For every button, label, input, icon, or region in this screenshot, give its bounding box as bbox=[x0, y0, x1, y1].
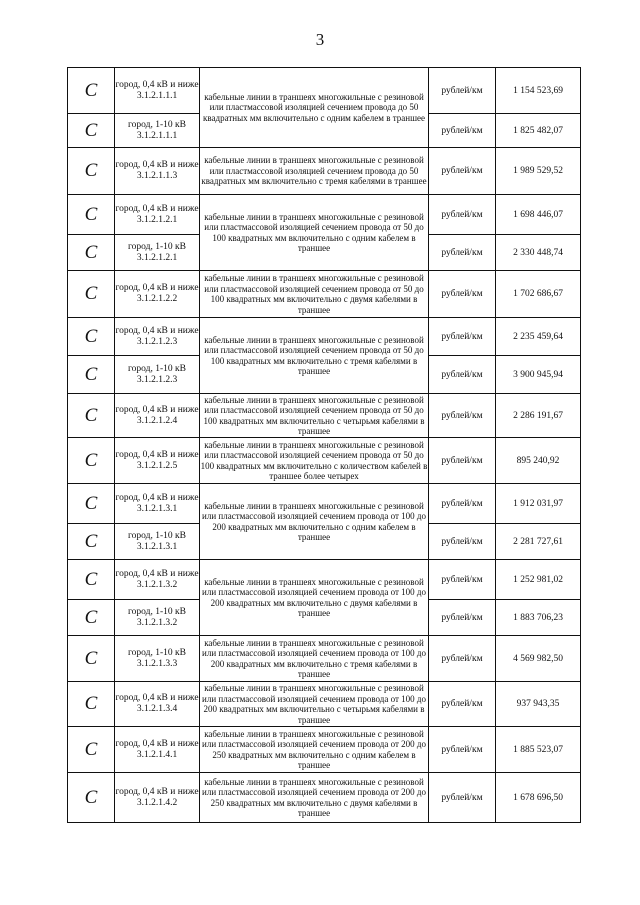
area-label: город, 0,4 кВ и ниже bbox=[115, 568, 199, 579]
value-cell: 1 154 523,69 bbox=[496, 68, 581, 114]
area-label: город, 0,4 кВ и ниже bbox=[115, 203, 199, 214]
unit-cell: рублей/км bbox=[429, 438, 496, 484]
area-cell bbox=[115, 356, 200, 394]
area-cell bbox=[115, 524, 200, 560]
area-label: город, 1-10 кВ bbox=[128, 530, 186, 541]
unit-cell: рублей/км bbox=[429, 148, 496, 195]
letter-cell: С bbox=[68, 773, 115, 823]
table-row bbox=[68, 195, 581, 235]
tariff-table bbox=[67, 67, 581, 823]
code-label: 3.1.2.1.1.1 bbox=[136, 130, 178, 141]
letter-cell: С bbox=[68, 560, 115, 600]
page-number: 3 bbox=[315, 30, 325, 49]
description-cell: кабельные линии в траншеях многожильные с резиновой или пластмассовой изоляцией сечением провода от 100 до 200 квадратных мм включительно с четырьмя кабелями в траншее bbox=[200, 682, 429, 727]
value-cell: 2 235 459,64 bbox=[496, 318, 581, 356]
value-cell: 1 989 529,52 bbox=[496, 148, 581, 195]
table-row bbox=[68, 636, 581, 682]
area-cell bbox=[115, 68, 200, 114]
table-row bbox=[68, 394, 581, 438]
area-label: город, 1-10 кВ bbox=[128, 647, 186, 658]
description-cell: кабельные линии в траншеях многожильные с резиновой или пластмассовой изоляцией сечением провода от 200 до 250 квадратных мм включительно с двумя кабелями в траншее bbox=[200, 773, 429, 823]
letter-cell: С bbox=[68, 484, 115, 524]
letter-cell: С bbox=[68, 524, 115, 560]
description-cell: кабельные линии в траншеях многожильные с резиновой или пластмассовой изоляцией сечением провода от 200 до 250 квадратных мм включительно с одним кабелем в траншее bbox=[200, 727, 429, 773]
unit-cell: рублей/км bbox=[429, 484, 496, 524]
value-cell: 1 252 981,02 bbox=[496, 560, 581, 600]
unit-cell: рублей/км bbox=[429, 600, 496, 636]
description-cell: кабельные линии в траншеях многожильные с резиновой или пластмассовой изоляцией сечением провода от 50 до 100 квадратных мм включительно с двумя кабелями в траншее bbox=[200, 271, 429, 318]
code-label: 3.1.2.1.3.1 bbox=[136, 503, 178, 514]
area-label: город, 0,4 кВ и ниже bbox=[115, 160, 199, 170]
unit-cell: рублей/км bbox=[429, 114, 496, 148]
unit-cell: рублей/км bbox=[429, 271, 496, 318]
area-label: город, 1-10 кВ bbox=[128, 119, 186, 130]
unit-cell: рублей/км bbox=[429, 356, 496, 394]
area-cell bbox=[115, 682, 200, 727]
area-label: город, 0,4 кВ и ниже bbox=[115, 283, 199, 293]
area-label: город, 0,4 кВ и ниже bbox=[115, 404, 199, 415]
area-label: город, 0,4 кВ и ниже bbox=[115, 492, 199, 503]
description-cell: кабельные линии в траншеях многожильные с резиновой или пластмассовой изоляцией сечением провода от 100 до 200 квадратных мм включительно с тремя кабелями в траншее bbox=[200, 636, 429, 682]
area-cell bbox=[115, 148, 200, 195]
area-label: город, 1-10 кВ bbox=[128, 241, 186, 252]
code-label: 3.1.2.1.3.1 bbox=[136, 541, 178, 552]
description-cell: кабельные линии в траншеях многожильные с резиновой или пластмассовой изоляцией сечением провода от 50 до 100 квадратных мм включительно с количеством кабелей в траншее более четырех bbox=[200, 438, 429, 484]
description-cell: кабельные линии в траншеях многожильные с резиновой или пластмассовой изоляцией сечением провода от 100 до 200 квадратных мм включительно с одним кабелем в траншее bbox=[200, 484, 429, 560]
description-cell: кабельные линии в траншеях многожильные с резиновой или пластмассовой изоляцией сечением провода от 50 до 100 квадратных мм включительно с одним кабелем в траншее bbox=[200, 195, 429, 271]
letter-cell: С bbox=[68, 195, 115, 235]
letter-cell: С bbox=[68, 727, 115, 773]
value-cell: 895 240,92 bbox=[496, 438, 581, 484]
code-label: 3.1.2.1.3.4 bbox=[136, 704, 178, 714]
letter-cell: С bbox=[68, 682, 115, 727]
area-label: город, 1-10 кВ bbox=[128, 363, 186, 374]
area-cell bbox=[115, 318, 200, 356]
code-label: 3.1.2.1.3.2 bbox=[136, 617, 178, 628]
table-row bbox=[68, 560, 581, 600]
value-cell: 2 330 448,74 bbox=[496, 235, 581, 271]
area-cell bbox=[115, 438, 200, 484]
unit-cell: рублей/км bbox=[429, 682, 496, 727]
unit-cell: рублей/км bbox=[429, 773, 496, 823]
area-label: город, 1-10 кВ bbox=[128, 606, 186, 617]
area-label: город, 0,4 кВ и ниже bbox=[115, 325, 199, 336]
area-cell bbox=[115, 600, 200, 636]
unit-cell: рублей/км bbox=[429, 195, 496, 235]
area-label: город, 0,4 кВ и ниже bbox=[115, 786, 199, 797]
letter-cell: С bbox=[68, 318, 115, 356]
area-label: город, 0,4 кВ и ниже bbox=[115, 79, 199, 90]
area-cell bbox=[115, 195, 200, 235]
unit-cell: рублей/км bbox=[429, 394, 496, 438]
area-label: город, 0,4 кВ и ниже bbox=[115, 449, 199, 460]
area-label: город, 0,4 кВ и ниже bbox=[115, 738, 199, 749]
area-cell bbox=[115, 114, 200, 148]
value-cell: 1 912 031,97 bbox=[496, 484, 581, 524]
code-label: 3.1.2.1.2.4 bbox=[136, 415, 178, 426]
description-cell: кабельные линии в траншеях многожильные с резиновой или пластмассовой изоляцией сечением провода от 100 до 200 квадратных мм включительно с двумя кабелями в траншее bbox=[200, 560, 429, 636]
letter-cell: С bbox=[68, 68, 115, 114]
table-row bbox=[68, 773, 581, 823]
unit-cell: рублей/км bbox=[429, 727, 496, 773]
value-cell: 1 883 706,23 bbox=[496, 600, 581, 636]
area-cell bbox=[115, 484, 200, 524]
area-cell bbox=[115, 394, 200, 438]
code-label: 3.1.2.1.2.1 bbox=[136, 214, 178, 225]
table-row bbox=[68, 484, 581, 524]
code-label: 3.1.2.1.2.2 bbox=[136, 294, 178, 304]
code-label: 3.1.2.1.2.1 bbox=[136, 252, 178, 263]
table-row bbox=[68, 682, 581, 727]
value-cell: 1 702 686,67 bbox=[496, 271, 581, 318]
letter-cell: С bbox=[68, 394, 115, 438]
description-cell: кабельные линии в траншеях многожильные с резиновой или пластмассовой изоляцией сечением провода до 50 квадратных мм включительно с тремя кабелями в траншее bbox=[200, 148, 429, 195]
table-row bbox=[68, 148, 581, 195]
value-cell: 1 678 696,50 bbox=[496, 773, 581, 823]
code-label: 3.1.2.1.1.1 bbox=[136, 90, 178, 101]
letter-cell: С bbox=[68, 636, 115, 682]
code-label: 3.1.2.1.2.3 bbox=[136, 336, 178, 347]
description-cell: кабельные линии в траншеях многожильные с резиновой или пластмассовой изоляцией сечением провода от 50 до 100 квадратных мм включительно с четырьмя кабелями в траншее bbox=[200, 394, 429, 438]
letter-cell: С bbox=[68, 235, 115, 271]
area-cell bbox=[115, 636, 200, 682]
unit-cell: рублей/км bbox=[429, 318, 496, 356]
value-cell: 1 885 523,07 bbox=[496, 727, 581, 773]
unit-cell: рублей/км bbox=[429, 636, 496, 682]
value-cell: 2 286 191,67 bbox=[496, 394, 581, 438]
area-cell bbox=[115, 560, 200, 600]
value-cell: 1 698 446,07 bbox=[496, 195, 581, 235]
area-cell bbox=[115, 271, 200, 318]
value-cell: 2 281 727,61 bbox=[496, 524, 581, 560]
area-label: город, 0,4 кВ и ниже bbox=[115, 693, 199, 703]
unit-cell: рублей/км bbox=[429, 68, 496, 114]
code-label: 3.1.2.1.2.5 bbox=[136, 460, 178, 471]
letter-cell: С bbox=[68, 438, 115, 484]
letter-cell: С bbox=[68, 148, 115, 195]
table-row bbox=[68, 727, 581, 773]
code-label: 3.1.2.1.4.1 bbox=[136, 749, 178, 760]
value-cell: 4 569 982,50 bbox=[496, 636, 581, 682]
code-label: 3.1.2.1.3.3 bbox=[136, 658, 178, 669]
value-cell: 1 825 482,07 bbox=[496, 114, 581, 148]
letter-cell: С bbox=[68, 600, 115, 636]
table-row bbox=[68, 271, 581, 318]
area-cell bbox=[115, 727, 200, 773]
description-cell: кабельные линии в траншеях многожильные с резиновой или пластмассовой изоляцией сечением провода до 50 квадратных мм включительно с одним кабелем в траншее bbox=[200, 68, 429, 148]
letter-cell: С bbox=[68, 114, 115, 148]
value-cell: 937 943,35 bbox=[496, 682, 581, 727]
code-label: 3.1.2.1.1.3 bbox=[136, 171, 178, 181]
letter-cell: С bbox=[68, 356, 115, 394]
area-cell bbox=[115, 235, 200, 271]
value-cell: 3 900 945,94 bbox=[496, 356, 581, 394]
unit-cell: рублей/км bbox=[429, 560, 496, 600]
code-label: 3.1.2.1.2.3 bbox=[136, 374, 178, 385]
unit-cell: рублей/км bbox=[429, 524, 496, 560]
code-label: 3.1.2.1.4.2 bbox=[136, 797, 178, 808]
table-row bbox=[68, 68, 581, 114]
area-cell bbox=[115, 773, 200, 823]
description-cell: кабельные линии в траншеях многожильные с резиновой или пластмассовой изоляцией сечением провода от 50 до 100 квадратных мм включительно с тремя кабелями в траншее bbox=[200, 318, 429, 394]
table-row bbox=[68, 318, 581, 356]
table-row bbox=[68, 438, 581, 484]
code-label: 3.1.2.1.3.2 bbox=[136, 579, 178, 590]
unit-cell: рублей/км bbox=[429, 235, 496, 271]
letter-cell: С bbox=[68, 271, 115, 318]
